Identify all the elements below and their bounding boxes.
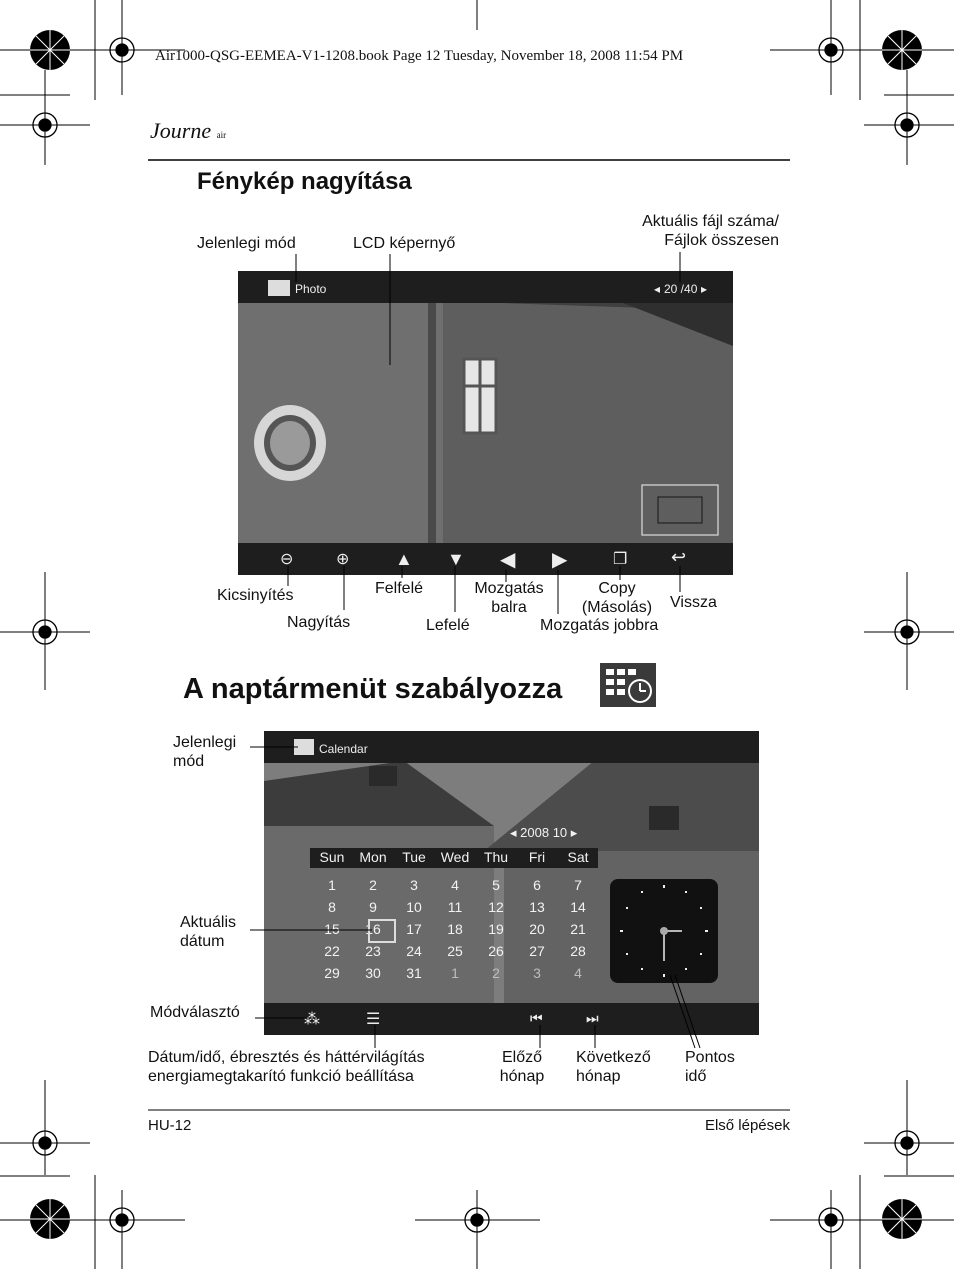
calendar-day[interactable]: 22: [324, 943, 340, 959]
prev-month-small-icon[interactable]: ◂: [510, 825, 517, 840]
calendar-day[interactable]: 25: [447, 943, 463, 959]
mode-selector-icon[interactable]: ⁂: [304, 1011, 320, 1028]
label-move-right: Mozgatás jobbra: [540, 617, 659, 634]
weekday-sat: Sat: [567, 849, 589, 865]
month-selector: [510, 825, 577, 841]
label-move-left-line2: balra: [491, 599, 527, 616]
weekday-mon: Mon: [359, 849, 387, 865]
weekday-thu: Thu: [483, 849, 509, 865]
calendar-icon: [600, 663, 656, 707]
settings-icon[interactable]: ☰: [366, 1011, 381, 1028]
calendar-day[interactable]: 11: [447, 899, 463, 915]
copy-icon[interactable]: ❐: [613, 551, 628, 568]
analog-clock: [610, 879, 718, 983]
calendar-day[interactable]: 12: [488, 899, 504, 915]
calendar-day[interactable]: 29: [324, 965, 340, 981]
calendar-day[interactable]: 14: [570, 899, 586, 915]
label-settings: [148, 1048, 425, 1086]
calendar-day[interactable]: 1: [451, 965, 459, 981]
calendar-day[interactable]: 31: [406, 965, 422, 981]
label-calendar-mode-line2: mód: [173, 753, 205, 770]
calendar-day[interactable]: 4: [574, 965, 582, 981]
label-current-mode: Jelenlegi mód: [197, 235, 296, 252]
photo-mode-icon: [268, 280, 290, 296]
calendar-day[interactable]: 8: [328, 899, 336, 915]
zoom-in-icon[interactable]: ⊕: [336, 551, 350, 568]
label-next-month-line1: Következő: [576, 1049, 651, 1066]
calendar-day[interactable]: 18: [447, 921, 463, 937]
calendar-day[interactable]: 3: [533, 965, 541, 981]
calendar-day[interactable]: 6: [533, 877, 541, 893]
footer-section: Első lépések: [704, 1117, 790, 1134]
zoom-out-icon[interactable]: ⊖: [280, 551, 294, 568]
label-next-month: [576, 1048, 651, 1086]
label-lcd-screen: LCD képernyő: [353, 235, 456, 252]
calendar-day[interactable]: 26: [488, 943, 504, 959]
next-file-icon[interactable]: ▸: [701, 282, 708, 296]
calendar-day[interactable]: 24: [406, 943, 422, 959]
right-arrow-icon[interactable]: ▶: [552, 549, 568, 571]
weekday-row: [310, 849, 598, 869]
calendar-day[interactable]: 1: [328, 877, 336, 893]
photo-image: [238, 271, 733, 575]
calendar-day[interactable]: 27: [529, 943, 545, 959]
label-zoom-in: Nagyítás: [287, 614, 351, 631]
weekday-wed: Wed: [440, 849, 470, 865]
label-up: Felfelé: [375, 580, 424, 597]
calendar-day[interactable]: 5: [492, 877, 500, 893]
label-copy-line2: (Másolás): [581, 599, 653, 616]
logo-text: Journe: [150, 118, 212, 143]
logo-sub: air: [216, 130, 227, 140]
calendar-day[interactable]: 19: [488, 921, 504, 937]
label-settings-line2: energiamegtakarító funkció beállítása: [148, 1068, 414, 1085]
calendar-day[interactable]: 16: [365, 921, 381, 937]
label-exact-time: [685, 1048, 735, 1086]
calendar-bottom-bar: [264, 1003, 759, 1035]
photo-lcd-screen: [238, 271, 733, 575]
weekday-tue: Tue: [402, 849, 426, 865]
calendar-mode-icon: [294, 739, 314, 755]
next-month-small-icon[interactable]: ▸: [570, 825, 578, 840]
down-arrow-icon[interactable]: ▼: [447, 549, 465, 569]
calendar-lcd-screen: [264, 731, 759, 1035]
label-copy: [577, 579, 657, 617]
back-icon[interactable]: ↩: [671, 547, 687, 567]
file-counter: 20 /40: [664, 282, 698, 296]
photo-zoom-title: Fénykép nagyítása: [197, 168, 412, 195]
label-prev-month-line2: hónap: [499, 1068, 545, 1085]
weekday-sun: Sun: [319, 849, 345, 865]
label-move-left: [470, 579, 548, 617]
prev-file-icon[interactable]: ◂: [654, 282, 661, 296]
label-current-date-line1: Aktuális: [180, 914, 237, 931]
label-down: Lefelé: [426, 617, 470, 634]
page-number: HU-12: [148, 1117, 192, 1134]
label-back: Vissza: [670, 594, 717, 611]
calendar-top-bar: [264, 731, 759, 763]
calendar-day[interactable]: 15: [324, 921, 340, 937]
calendar-menu-title: A naptármenüt szabályozza: [183, 673, 563, 705]
file-info-line: Air1000-QSG-EEMEA-V1-1208.book Page 12 Tuesday, November 18, 2008 11:54 PM: [155, 48, 684, 64]
calendar-day[interactable]: 17: [406, 921, 422, 937]
calendar-day[interactable]: 2: [492, 965, 500, 981]
label-file-count-line1: Aktuális fájl száma/: [642, 213, 779, 230]
photo-top-bar: [238, 271, 733, 303]
label-file-count-line2: Fájlok összesen: [664, 232, 779, 249]
label-exact-time-line2: idő: [685, 1068, 707, 1085]
label-prev-month-line1: Előző: [501, 1049, 543, 1066]
label-calendar-current-mode: [173, 733, 236, 771]
calendar-day[interactable]: 13: [529, 899, 545, 915]
calendar-day[interactable]: 28: [570, 943, 586, 959]
up-arrow-icon[interactable]: ▲: [395, 549, 413, 569]
weekday-fri: Fri: [528, 849, 546, 865]
label-prev-month: [497, 1048, 547, 1086]
label-settings-line1: Dátum/idő, ébresztés és háttérvilágítás: [148, 1049, 425, 1066]
days-grid: [310, 877, 598, 1007]
calendar-day[interactable]: 9: [369, 899, 377, 915]
calendar-day[interactable]: 2: [369, 877, 377, 893]
calendar-day[interactable]: 4: [451, 877, 459, 893]
calendar-day[interactable]: 21: [570, 921, 586, 937]
calendar-day[interactable]: 7: [574, 877, 582, 893]
label-file-count: [642, 212, 779, 250]
label-next-month-line2: hónap: [576, 1068, 621, 1085]
label-exact-time-line1: Pontos: [685, 1049, 735, 1066]
calendar-day[interactable]: 10: [406, 899, 422, 915]
next-month-icon[interactable]: ⏭: [586, 1010, 599, 1026]
calendar-day[interactable]: 20: [529, 921, 545, 937]
current-date-marker: [368, 919, 396, 943]
label-current-date: [180, 913, 236, 951]
label-move-left-line1: Mozgatás: [474, 580, 544, 597]
month-label: 2008 10: [520, 825, 568, 840]
label-zoom-out: Kicsinyítés: [217, 587, 294, 604]
prev-month-icon[interactable]: ⏮: [530, 1010, 543, 1026]
calendar-day[interactable]: 3: [410, 877, 418, 893]
left-arrow-icon[interactable]: ◀: [500, 549, 516, 571]
label-mode-selector: Módválasztó: [150, 1004, 240, 1021]
label-copy-line1: Copy: [598, 580, 636, 597]
label-current-date-line2: dátum: [180, 933, 225, 950]
journe-logo: [150, 118, 226, 144]
calendar-mode-label: Calendar: [319, 742, 368, 756]
label-calendar-mode-line1: Jelenlegi: [173, 734, 237, 751]
calendar-day[interactable]: 30: [365, 965, 381, 981]
photo-mode-label: Photo: [295, 282, 327, 296]
calendar-day[interactable]: 23: [365, 943, 381, 959]
photo-bottom-bar: [238, 543, 733, 575]
